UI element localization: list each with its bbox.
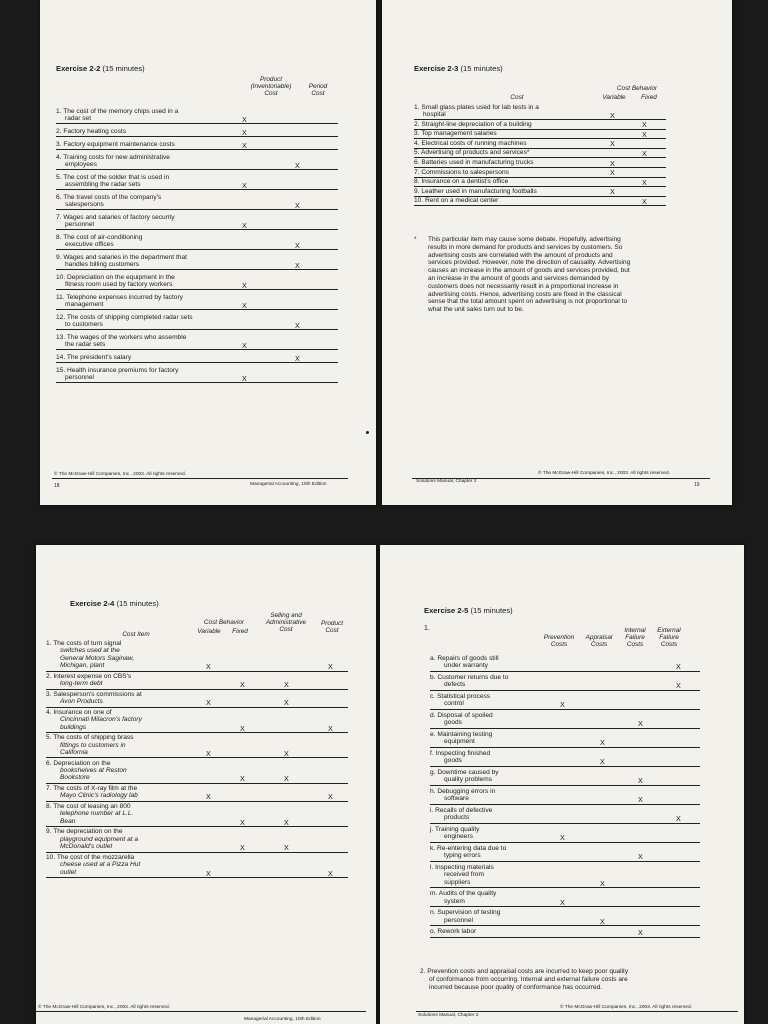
- row-label-cont: assembling the radar sets: [65, 181, 141, 189]
- table-row: [430, 845, 700, 862]
- x-mark: X: [560, 897, 565, 907]
- x-mark: X: [206, 662, 211, 672]
- row-label-cont: equipment: [444, 738, 475, 746]
- page-exercise-2-5: [380, 545, 744, 1024]
- row-label: d. Disposal of spoiled: [430, 712, 493, 719]
- footnote-line: sense that the total amount spent on advertising is not proportional to: [428, 298, 628, 306]
- row-label: 2. Straight-line depreciation of a building: [414, 120, 532, 128]
- row-label: 6. Depreciation on the: [46, 759, 111, 767]
- x-mark: X: [610, 158, 615, 168]
- row-label: bookshelves at Reston: [60, 766, 127, 774]
- exercise-title: Exercise 2-3 (15 minutes): [414, 64, 503, 73]
- table-row: [430, 655, 700, 672]
- column-header: [580, 634, 618, 648]
- x-mark: X: [206, 868, 211, 878]
- row-label: 5. Advertising of products and services*: [414, 149, 530, 157]
- row-label: g. Downtime caused by: [430, 769, 499, 776]
- table-row: [414, 130, 666, 139]
- footnote-line: what the unit sales turn out to be.: [428, 306, 524, 314]
- table-row: [56, 141, 338, 150]
- x-mark: X: [206, 792, 211, 802]
- table-row: [46, 828, 348, 852]
- period-cost-header: Period Cost: [308, 83, 328, 98]
- table-row: [430, 712, 700, 729]
- row-label: 4. Electrical costs of running machines: [414, 139, 527, 147]
- variable-header: Variable: [602, 94, 626, 101]
- x-mark: X: [284, 680, 289, 690]
- row-label: 3. Top management salaries: [414, 130, 497, 138]
- page-number: 19: [694, 482, 700, 488]
- table-row: [46, 709, 348, 733]
- x-mark: X: [638, 928, 643, 938]
- row-label: 10. The cost of the mozzarella: [46, 853, 135, 861]
- table-row: [430, 674, 700, 691]
- row-label: 2. Factory heating costs: [56, 128, 127, 135]
- row-label: j. Training quality: [430, 826, 480, 833]
- row-label-cont: control: [444, 700, 464, 708]
- table-row: [414, 197, 666, 206]
- x-mark: X: [295, 260, 300, 270]
- fixed-header: Fixed: [232, 628, 248, 635]
- x-mark: X: [328, 868, 333, 878]
- part-2-line: of conformance from occurring. Internal and external failure costs are: [429, 975, 628, 983]
- x-mark: X: [240, 843, 245, 853]
- x-mark: X: [240, 680, 245, 690]
- row-label: 14. The president's salary: [56, 354, 132, 361]
- table-row: [56, 174, 338, 190]
- table-row: [46, 734, 348, 758]
- x-mark: X: [242, 280, 247, 290]
- column-header-line: Appraisal: [585, 634, 613, 642]
- row-label: 8. The cost of air-conditioning: [56, 234, 143, 241]
- table-row: [414, 149, 666, 158]
- row-label: 9. The depreciation on the: [46, 828, 123, 836]
- x-mark: X: [560, 833, 565, 843]
- table-row: [56, 194, 338, 210]
- table-row: [56, 108, 338, 124]
- table-row: [56, 234, 338, 250]
- part-2-answer: [420, 968, 740, 991]
- row-label-cont: typing errors: [444, 852, 481, 860]
- row-label: playground equipment at a: [60, 835, 139, 843]
- column-header: [650, 627, 688, 649]
- row-label-cont: suppliers: [444, 878, 471, 886]
- x-mark: X: [295, 240, 300, 250]
- row-label: 6. The travel costs of the company's: [56, 194, 162, 201]
- table-row: [56, 314, 338, 330]
- row-label: telephone number at L.L.: [60, 810, 134, 818]
- row-label: 8. Insurance on a dentist's office: [414, 178, 509, 186]
- row-label-cont: the radar sets: [65, 341, 106, 349]
- row-label: buildings: [60, 723, 87, 731]
- row-label: 1. The cost of the memory chips used in a: [56, 108, 179, 115]
- row-label: 7. The costs of X-ray film at the: [46, 785, 138, 792]
- table-row: [56, 334, 338, 350]
- table-row: [430, 807, 700, 824]
- table-row: [56, 294, 338, 310]
- row-label: Bean: [60, 817, 76, 825]
- row-label-cont: employees: [65, 161, 97, 169]
- row-label: 9. Wages and salaries in the department that: [56, 254, 187, 261]
- sga-header: Selling and Administrative Cost: [265, 612, 307, 634]
- row-label: 8. The cost of leasing an 800: [46, 803, 131, 810]
- row-label-cont: salespersons: [65, 201, 104, 209]
- footnote: [414, 236, 704, 314]
- x-mark: X: [600, 878, 605, 888]
- row-label: 3. Salesperson's commissions at: [46, 690, 142, 698]
- column-header-line: Prevention: [543, 634, 575, 642]
- x-mark: X: [240, 723, 245, 733]
- x-mark: X: [676, 681, 681, 691]
- row-label-cont: management: [65, 301, 104, 309]
- table-row: [430, 750, 700, 767]
- manual-title: Solutions Manual, Chapter 2: [416, 479, 477, 484]
- table-row: [430, 788, 700, 805]
- page-exercise-2-3: [382, 0, 732, 505]
- column-header-line: Costs: [660, 641, 678, 649]
- row-label: 4. Insurance on one of: [46, 708, 112, 716]
- x-mark: X: [600, 916, 605, 926]
- row-label: 3. Factory equipment maintenance costs: [56, 141, 175, 148]
- row-label: General Motors Saginaw,: [60, 654, 135, 662]
- row-label-cont: handles billing customers: [65, 261, 140, 269]
- table-row: [430, 928, 700, 937]
- footnote-line: This particular item may cause some debate. Hopefully, advertising: [428, 236, 621, 243]
- row-label: 11. Telephone expenses incurred by factory: [56, 294, 183, 301]
- table-row: [414, 169, 666, 178]
- copyright: © The McGraw-Hill Companies, Inc., 2003. All rights reserved.: [54, 472, 186, 477]
- x-mark: X: [284, 817, 289, 827]
- row-label: Mayo Clinic's radiology lab: [60, 792, 138, 800]
- table-row: [430, 864, 700, 888]
- footnote-line: results in more demand for products and services by customers. So: [428, 243, 623, 251]
- x-mark: X: [600, 757, 605, 767]
- table-row: [430, 769, 700, 786]
- row-label-cont: under warranty: [444, 662, 488, 670]
- row-label-cont: goods: [444, 719, 462, 727]
- x-mark: X: [610, 110, 615, 120]
- column-header: [540, 634, 578, 648]
- x-mark: X: [242, 300, 247, 310]
- row-label-cont: received from: [444, 871, 484, 879]
- row-label: 12. The costs of shipping completed radar sets: [56, 314, 193, 321]
- table-row: [414, 104, 666, 120]
- x-mark: X: [600, 738, 605, 748]
- product-cost-header: Product Cost: [320, 620, 344, 635]
- row-label: Cincinnati Milacron's factory: [60, 716, 142, 724]
- row-label: 10. Depreciation on the equipment in the: [56, 274, 175, 281]
- table-row: [414, 188, 666, 197]
- x-mark: X: [638, 852, 643, 862]
- column-header-line: Failure: [625, 634, 645, 642]
- row-label-cont: goods: [444, 757, 462, 765]
- table-row: [414, 178, 666, 187]
- row-label: switches used at the: [60, 647, 120, 655]
- footnote-line: services provided. However, note the direction of causality. Advertising: [428, 259, 631, 267]
- x-mark: X: [328, 723, 333, 733]
- x-mark: X: [642, 148, 647, 158]
- row-label: c. Statistical process: [430, 693, 491, 700]
- quality-cost-headers: [540, 627, 706, 657]
- row-label: 1. The costs of turn signal: [46, 640, 122, 647]
- row-label: 7. Wages and salaries of factory security: [56, 214, 175, 221]
- row-label-cont: system: [444, 897, 465, 905]
- table-row: [430, 909, 700, 926]
- page-exercise-2-4: [36, 545, 376, 1024]
- column-header-line: Internal: [624, 627, 646, 634]
- row-label: e. Maintaining testing: [430, 731, 493, 738]
- table-row: [46, 803, 348, 827]
- table-row: [46, 785, 348, 802]
- footnote-line: customers does not necessarily result in a proportional increase in: [428, 282, 619, 290]
- x-mark: X: [295, 353, 300, 363]
- row-label: 13. The wages of the workers who assemble: [56, 334, 187, 341]
- table-row: [46, 640, 348, 672]
- x-mark: X: [610, 187, 615, 197]
- row-label: California: [60, 748, 88, 756]
- row-label: a. Repairs of goods still: [430, 655, 499, 662]
- footnote-marker: *: [414, 236, 417, 243]
- x-mark: X: [240, 774, 245, 784]
- row-label: 15. Health insurance premiums for factory: [56, 367, 179, 374]
- row-label: Michigan, plant: [60, 662, 105, 670]
- row-label-cont: executive offices: [65, 241, 114, 249]
- column-header: [616, 627, 654, 649]
- row-label: f. Inspecting finished: [430, 750, 491, 757]
- x-mark: X: [242, 340, 247, 350]
- x-mark: X: [610, 168, 615, 178]
- row-label: 9. Leather used in manufacturing footballs: [414, 187, 537, 195]
- variable-header: Variable: [197, 628, 221, 635]
- x-mark: X: [295, 200, 300, 210]
- x-mark: X: [328, 662, 333, 672]
- book-title: Managerial Accounting, 10th Edition: [250, 482, 327, 487]
- x-mark: X: [206, 698, 211, 708]
- x-mark: X: [242, 180, 247, 190]
- row-label: l. Inspecting materials: [430, 864, 494, 871]
- part-2-line: incurred because poor quality of conformance has occurred.: [429, 983, 603, 991]
- row-label: b. Customer returns due to: [430, 674, 509, 681]
- row-label: h. Debugging errors in: [430, 788, 496, 795]
- x-mark: X: [284, 698, 289, 708]
- table-row: [430, 826, 700, 843]
- column-header-line: External: [657, 627, 681, 634]
- table-row: [56, 367, 338, 383]
- row-label: o. Rework labor: [430, 928, 477, 936]
- copyright: © The McGraw-Hill Companies, Inc., 2003. All rights reserved.: [560, 1005, 692, 1010]
- footnote-line: advertising costs are correlated with the amount of products and: [428, 251, 613, 259]
- row-label: 2. Interest expense on CBS's: [46, 672, 132, 680]
- table-row: [46, 854, 348, 878]
- x-mark: X: [284, 843, 289, 853]
- part-1-label: 1.: [424, 625, 430, 632]
- row-label: 4. Training costs for new administrative: [56, 154, 170, 161]
- table-row: [46, 691, 348, 708]
- row-label: i. Recalls of defective: [430, 807, 493, 814]
- x-mark: X: [610, 139, 615, 149]
- x-mark: X: [242, 114, 247, 124]
- x-mark: X: [240, 817, 245, 827]
- row-label-cont: engineers: [444, 833, 473, 841]
- page-number: 18: [54, 483, 60, 489]
- page-exercise-2-2: [40, 0, 376, 505]
- row-label: 7. Commissions to salespersons: [414, 168, 509, 176]
- row-label-cont: personnel: [65, 221, 94, 229]
- row-label: cheese used at a Pizza Hut: [60, 861, 141, 869]
- row-label: Bookstore: [60, 774, 90, 782]
- row-label: long-term debt: [60, 680, 103, 688]
- row-label-cont: software: [444, 795, 469, 803]
- column-header-line: Costs: [626, 641, 644, 649]
- x-mark: X: [642, 120, 647, 130]
- x-mark: X: [242, 140, 247, 150]
- row-label: 5. The costs of shipping brass: [46, 734, 134, 742]
- x-mark: X: [642, 177, 647, 187]
- row-label-cont: radar set: [65, 115, 92, 123]
- row-label-cont: personnel: [65, 374, 94, 382]
- row-label: 10. Rent on a medical center: [414, 197, 499, 205]
- row-label: 6. Batteries used in manufacturing trucks: [414, 159, 534, 166]
- table-row: [56, 154, 338, 170]
- exercise-title: Exercise 2-4 (15 minutes): [70, 599, 159, 608]
- row-label-cont: products: [444, 814, 470, 822]
- row-label: 1. Small glass plates used for lab tests in a: [414, 104, 539, 111]
- row-label-cont: defects: [444, 681, 466, 689]
- row-label-cont: to customers: [65, 321, 103, 329]
- column-header-line: Failure: [659, 634, 679, 642]
- x-mark: X: [638, 776, 643, 786]
- row-label-cont: hospital: [423, 111, 446, 119]
- table-row: [46, 760, 348, 784]
- table-row: [414, 140, 666, 149]
- table-row: [430, 890, 700, 907]
- row-label-cont: quality problems: [444, 776, 493, 784]
- footnote-line: causes an increase in the amount of goods and services provided, but: [428, 267, 630, 275]
- x-mark: X: [242, 127, 247, 137]
- x-mark: X: [206, 748, 211, 758]
- table-row: [56, 354, 338, 363]
- cost-header: Cost: [510, 94, 524, 101]
- fixed-header: Fixed: [641, 94, 657, 101]
- column-header-line: Costs: [590, 641, 608, 649]
- x-mark: X: [642, 129, 647, 139]
- x-mark: X: [242, 220, 247, 230]
- row-label-cont: fitness room used by factory workers: [65, 281, 173, 289]
- table-row: [414, 121, 666, 130]
- table-row: [430, 693, 700, 710]
- column-header-line: Costs: [550, 641, 568, 649]
- row-label: n. Supervision of testing: [430, 909, 501, 917]
- x-mark: X: [676, 814, 681, 824]
- footnote-line: an increase in the amount of goods and services demanded by: [428, 274, 610, 282]
- table-row: [46, 673, 348, 690]
- x-mark: X: [295, 320, 300, 330]
- x-mark: X: [638, 719, 643, 729]
- copyright: © The McGraw-Hill Companies, Inc., 2003. All rights reserved.: [38, 1005, 170, 1010]
- exercise-title: Exercise 2-2 (15 minutes): [56, 64, 145, 73]
- x-mark: X: [242, 373, 247, 383]
- x-mark: X: [638, 795, 643, 805]
- cost-behavior-header: Cost Behavior: [616, 85, 658, 92]
- row-label: Avon Products: [60, 698, 103, 706]
- x-mark: X: [642, 196, 647, 206]
- row-label-cont: personnel: [444, 916, 473, 924]
- x-mark: X: [560, 700, 565, 710]
- x-mark: X: [328, 792, 333, 802]
- x-mark: X: [676, 662, 681, 672]
- x-mark: X: [284, 748, 289, 758]
- row-label: 5. The cost of the solder that is used in: [56, 174, 170, 181]
- table-row: [56, 128, 338, 137]
- footnote-line: advertising costs. Hence, advertising costs are fixed in the classical: [428, 290, 622, 298]
- speck: [366, 431, 369, 434]
- row-label: McDonald's outlet: [60, 843, 113, 851]
- copyright: © The McGraw-Hill Companies, Inc., 2003. All rights reserved.: [538, 471, 670, 476]
- cost-item-header: Cost Item: [122, 631, 150, 638]
- table-row: [414, 159, 666, 168]
- x-mark: X: [284, 774, 289, 784]
- x-mark: X: [295, 160, 300, 170]
- table-row: [430, 731, 700, 748]
- row-label: fittings to customers in: [60, 741, 126, 749]
- table-row: [56, 214, 338, 230]
- table-row: [56, 274, 338, 290]
- product-cost-header: Product (Inventoriable) Cost: [250, 76, 292, 98]
- book-title: Managerial Accounting, 10th Edition: [244, 1017, 321, 1022]
- table-row: [56, 254, 338, 270]
- part-2-line: 2. Prevention costs and appraisal costs are incurred to keep poor quality: [420, 968, 629, 975]
- row-label: k. Re-entering data due to: [430, 845, 507, 852]
- exercise-title: Exercise 2-5 (15 minutes): [424, 606, 513, 615]
- row-label: m. Audits of the quality: [430, 890, 497, 898]
- row-label: outlet: [60, 868, 77, 876]
- cost-behavior-header: Cost Behavior: [203, 619, 245, 626]
- manual-title: Solutions Manual, Chapter 2: [418, 1013, 479, 1018]
